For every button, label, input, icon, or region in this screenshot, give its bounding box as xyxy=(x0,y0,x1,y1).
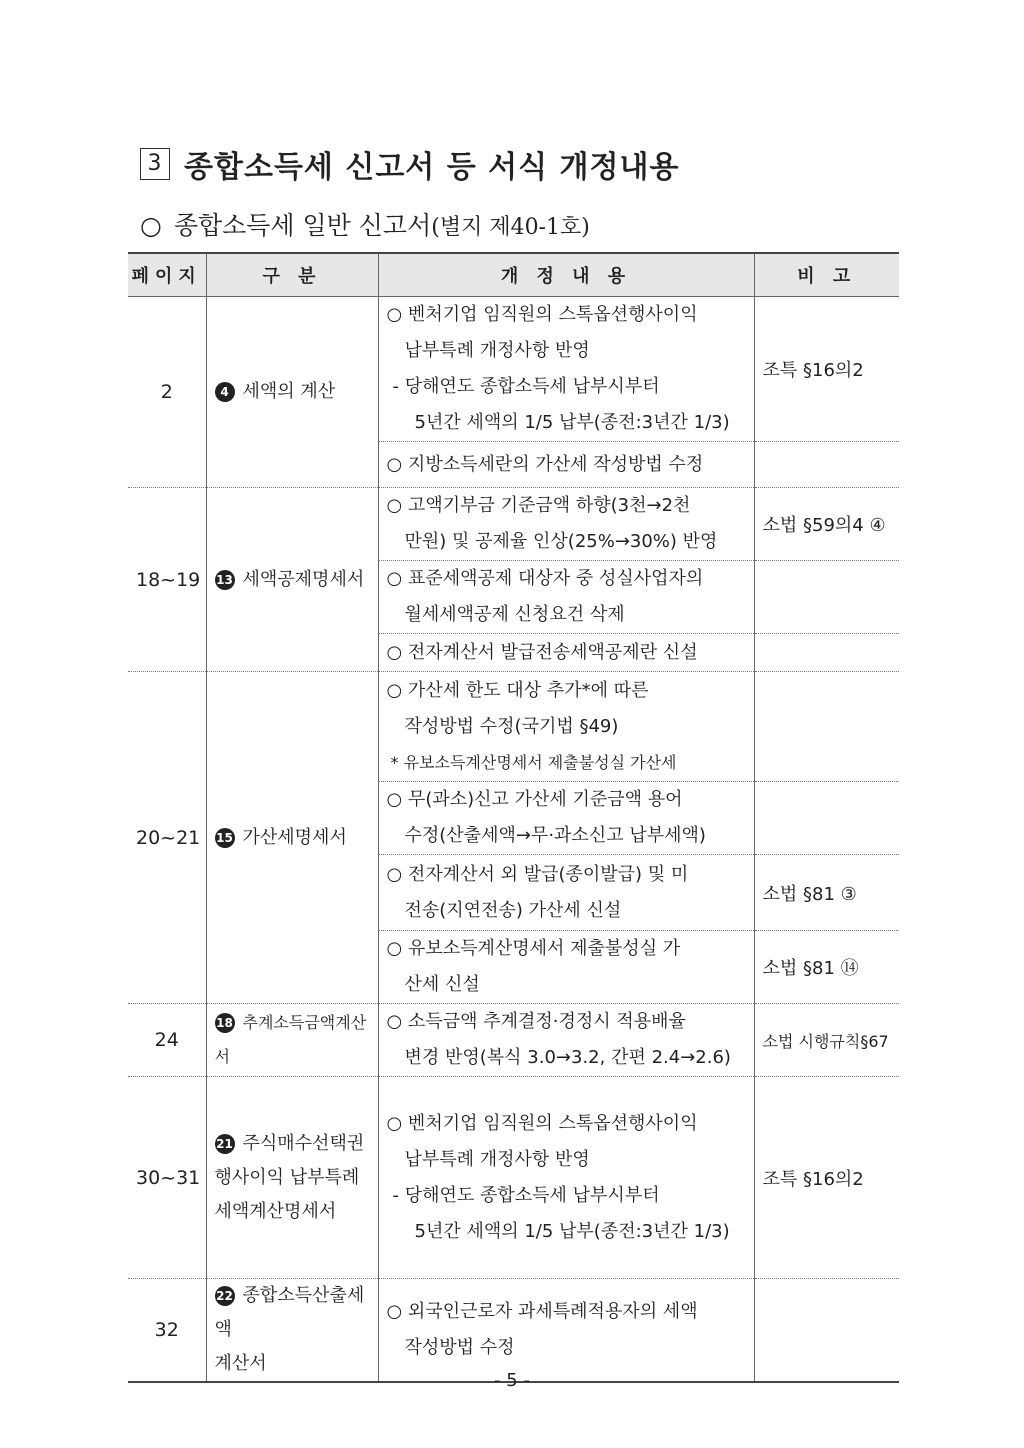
category-cell xyxy=(206,1077,378,1279)
table-row xyxy=(128,297,899,442)
category-cell xyxy=(206,488,378,672)
category-label: 종합소득산출세액 xyxy=(214,1285,365,1340)
content-line: 수정(산출세액→무·과소신고 납부세액) xyxy=(404,825,706,846)
category-line xyxy=(215,1279,370,1347)
content-cell xyxy=(378,855,754,931)
category-number-badge: 22 xyxy=(215,1286,235,1306)
content-cell xyxy=(378,634,754,672)
note-cell xyxy=(754,561,899,634)
content-line: ○ 무(과소)신고 가산세 기준금액 용어 xyxy=(386,789,683,810)
content-line: ○ 벤처기업 임직원의 스톡옵션행사이익 xyxy=(386,304,698,325)
title-text: 종합소득세 신고서 등 서식 개정내용 xyxy=(184,150,680,185)
page-cell: 32 xyxy=(128,1279,206,1383)
content-line: ○ 표준세액공제 대상자 중 성실사업자의 xyxy=(386,568,704,589)
subtitle-bullet: ○ xyxy=(140,211,162,240)
table-row xyxy=(128,1004,899,1077)
note-cell: 소법 시행규칙§67 xyxy=(754,1004,899,1077)
page-cell: 18~19 xyxy=(128,488,206,672)
page-cell: 30~31 xyxy=(128,1077,206,1279)
table-row xyxy=(128,1077,899,1279)
content-line: ○ 유보소득계산명세서 제출불성실 가 xyxy=(386,938,681,959)
content-cell xyxy=(378,1279,754,1383)
content-cell xyxy=(378,297,754,442)
category-label: 추계소득금액계산서 xyxy=(214,1013,367,1066)
content-cell xyxy=(378,782,754,855)
note-cell: 소법 §81 ⑭ xyxy=(754,931,899,1004)
header-page: 페이지 xyxy=(128,253,206,297)
content-line: - 당해연도 종합소득세 납부시부터 xyxy=(392,1184,660,1206)
table-header-row xyxy=(128,253,899,297)
category-label: 세액의 계산 xyxy=(242,381,336,402)
category-label: 가산세명세서 xyxy=(242,826,347,848)
category-cell xyxy=(206,1004,378,1077)
content-line: ○ 가산세 한도 대상 추가*에 따른 xyxy=(386,679,649,701)
category-number-badge: 4 xyxy=(215,382,235,402)
category-number-badge: 13 xyxy=(215,570,235,590)
table-row xyxy=(128,1279,899,1383)
table-row xyxy=(128,488,899,561)
header-category: 구 분 xyxy=(206,253,378,297)
content-line: 납부특례 개정사항 반영 xyxy=(404,340,590,361)
header-content: 개 정 내 용 xyxy=(378,253,754,297)
content-cell xyxy=(378,561,754,634)
note-cell xyxy=(754,442,899,488)
content-line: ○ 외국인근로자 과세특례적용자의 세액 xyxy=(386,1301,698,1322)
category-cell xyxy=(206,672,378,1004)
category-cell xyxy=(206,1279,378,1383)
content-line: ○ 전자계산서 발급전송세액공제란 신설 xyxy=(386,641,698,663)
note-cell: 소법 §59의4 ④ xyxy=(754,488,899,561)
page-cell: 20~21 xyxy=(128,672,206,1004)
content-line: 작성방법 수정(국기법 §49) xyxy=(404,715,619,737)
category-line: 계산서 xyxy=(214,1353,267,1374)
page-cell: 2 xyxy=(128,297,206,488)
content-cell xyxy=(378,1077,754,1279)
subtitle-form-ref: (별지 제40-1호) xyxy=(431,215,590,240)
note-cell: 조특 §16의2 xyxy=(754,297,899,442)
content-line: ○ 고액기부금 기준금액 하향(3천→2천 xyxy=(386,495,691,516)
subtitle xyxy=(140,206,590,242)
page-number: - 5 - xyxy=(494,1370,530,1391)
category-number-badge: 15 xyxy=(215,828,235,848)
revision-table xyxy=(128,252,899,1383)
content-line: 변경 반영(복식 3.0→3.2, 간편 2.4→2.6) xyxy=(404,1047,731,1068)
content-line: 납부특례 개정사항 반영 xyxy=(404,1148,590,1170)
content-line: - 당해연도 종합소득세 납부시부터 xyxy=(392,376,660,397)
content-line: 5년간 세액의 1/5 납부(종전:3년간 1/3) xyxy=(414,412,730,433)
content-line: ○ 소득금액 추계결정·경정시 적용배율 xyxy=(386,1011,686,1032)
note-cell: 소법 §81 ③ xyxy=(754,855,899,931)
subtitle-text: 종합소득세 일반 신고서 xyxy=(173,211,432,240)
category-line xyxy=(215,1127,370,1161)
category-number-badge: 21 xyxy=(215,1134,235,1154)
note-cell: 조특 §16의2 xyxy=(754,1077,899,1279)
note-cell xyxy=(754,634,899,672)
note-cell xyxy=(754,782,899,855)
category-line: 세액계산명세서 xyxy=(214,1200,337,1222)
category-line: 행사이익 납부특례 xyxy=(214,1166,360,1188)
category-cell xyxy=(206,297,378,488)
table-row xyxy=(128,672,899,782)
content-cell xyxy=(378,931,754,1004)
content-cell xyxy=(378,488,754,561)
note-cell xyxy=(754,1279,899,1383)
content-line: 산세 신설 xyxy=(404,974,480,995)
content-line: 5년간 세액의 1/5 납부(종전:3년간 1/3) xyxy=(414,1220,730,1242)
content-line: ○ 전자계산서 외 발급(종이발급) 및 미 xyxy=(386,863,689,885)
content-line: 월세세액공제 신청요건 삭제 xyxy=(404,604,625,625)
header-note: 비 고 xyxy=(754,253,899,297)
category-label: 주식매수선택권 xyxy=(242,1132,365,1154)
page-cell: 24 xyxy=(128,1004,206,1077)
footnote-line: * 유보소득계산명세서 제출불성실 가산세 xyxy=(390,752,677,772)
page-title xyxy=(140,142,679,186)
content-line: ○ 지방소득세란의 가산세 작성방법 수정 xyxy=(386,453,704,475)
category-label: 세액공제명세서 xyxy=(242,568,365,590)
content-cell xyxy=(378,1004,754,1077)
content-line: 전송(지연전송) 가산세 신설 xyxy=(404,899,622,921)
section-number: 3 xyxy=(140,148,170,180)
content-line: 작성방법 수정 xyxy=(404,1337,515,1358)
category-number-badge: 18 xyxy=(215,1013,235,1033)
content-line: ○ 벤처기업 임직원의 스톡옵션행사이익 xyxy=(386,1112,698,1134)
note-cell xyxy=(754,672,899,782)
content-line: 만원) 및 공제율 인상(25%→30%) 반영 xyxy=(404,531,718,552)
content-cell xyxy=(378,442,754,488)
content-cell xyxy=(378,672,754,782)
